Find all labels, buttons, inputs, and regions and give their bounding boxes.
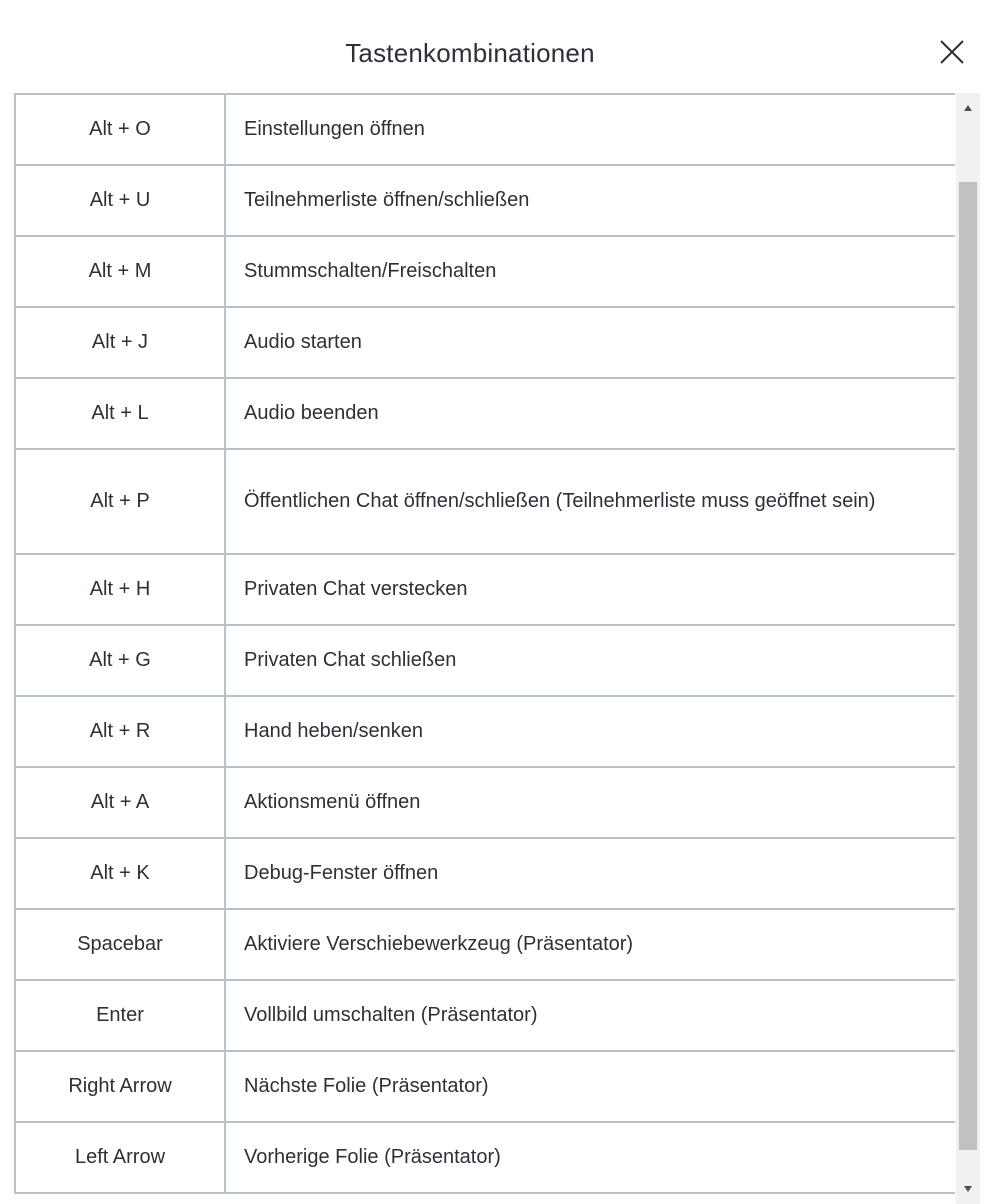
shortcut-description: Teilnehmerliste öffnen/schließen xyxy=(225,165,955,236)
scroll-down-arrow-icon xyxy=(963,1185,973,1193)
table-row xyxy=(15,449,955,554)
table-row xyxy=(15,165,955,236)
shortcut-key: Left Arrow xyxy=(15,1122,225,1193)
table-row xyxy=(15,1122,955,1193)
shortcut-key: Enter xyxy=(15,980,225,1051)
shortcut-key: Alt + J xyxy=(15,307,225,378)
table-row xyxy=(15,236,955,307)
shortcut-description: Privaten Chat verstecken xyxy=(225,554,955,625)
table-row xyxy=(15,696,955,767)
table-row xyxy=(15,767,955,838)
table-row xyxy=(15,94,955,165)
shortcut-key: Alt + U xyxy=(15,165,225,236)
scroll-thumb[interactable] xyxy=(959,182,977,1150)
table-row xyxy=(15,838,955,909)
scroll-up-arrow-icon xyxy=(963,104,973,112)
shortcut-key: Right Arrow xyxy=(15,1051,225,1122)
vertical-scrollbar[interactable] xyxy=(956,93,980,1204)
shortcut-key: Alt + P xyxy=(15,449,225,554)
shortcut-key: Alt + R xyxy=(15,696,225,767)
shortcut-description: Vorherige Folie (Präsentator) xyxy=(225,1122,955,1193)
table-row xyxy=(15,909,955,980)
shortcut-description: Aktiviere Verschiebewerkzeug (Präsentator) xyxy=(225,909,955,980)
shortcut-table xyxy=(14,93,955,1194)
shortcut-description: Audio starten xyxy=(225,307,955,378)
shortcut-description: Audio beenden xyxy=(225,378,955,449)
table-row xyxy=(15,980,955,1051)
table-row xyxy=(15,554,955,625)
shortcut-key: Alt + O xyxy=(15,94,225,165)
shortcut-key: Alt + H xyxy=(15,554,225,625)
shortcut-description: Aktionsmenü öffnen xyxy=(225,767,955,838)
close-button[interactable] xyxy=(932,32,972,72)
shortcut-key: Spacebar xyxy=(15,909,225,980)
table-row xyxy=(15,1051,955,1122)
shortcut-table-container xyxy=(14,93,955,1204)
shortcut-description: Debug-Fenster öffnen xyxy=(225,838,955,909)
modal-title: Tastenkombinationen xyxy=(345,38,595,68)
table-row xyxy=(15,378,955,449)
shortcut-key: Alt + L xyxy=(15,378,225,449)
shortcut-key: Alt + M xyxy=(15,236,225,307)
modal-header xyxy=(0,0,1000,94)
close-icon xyxy=(939,39,965,65)
shortcut-description: Vollbild umschalten (Präsentator) xyxy=(225,980,955,1051)
shortcut-key: Alt + K xyxy=(15,838,225,909)
shortcut-description: Stummschalten/Freischalten xyxy=(225,236,955,307)
shortcut-description: Privaten Chat schließen xyxy=(225,625,955,696)
table-row xyxy=(15,307,955,378)
shortcut-description: Nächste Folie (Präsentator) xyxy=(225,1051,955,1122)
shortcut-description: Hand heben/senken xyxy=(225,696,955,767)
table-row xyxy=(15,625,955,696)
scroll-up-button[interactable] xyxy=(956,93,980,123)
shortcut-description: Öffentlichen Chat öffnen/schließen (Teilnehmerliste muss geöffnet sein) xyxy=(225,449,955,554)
shortcut-key: Alt + G xyxy=(15,625,225,696)
shortcut-key: Alt + A xyxy=(15,767,225,838)
shortcut-description: Einstellungen öffnen xyxy=(225,94,955,165)
scroll-down-button[interactable] xyxy=(956,1174,980,1204)
